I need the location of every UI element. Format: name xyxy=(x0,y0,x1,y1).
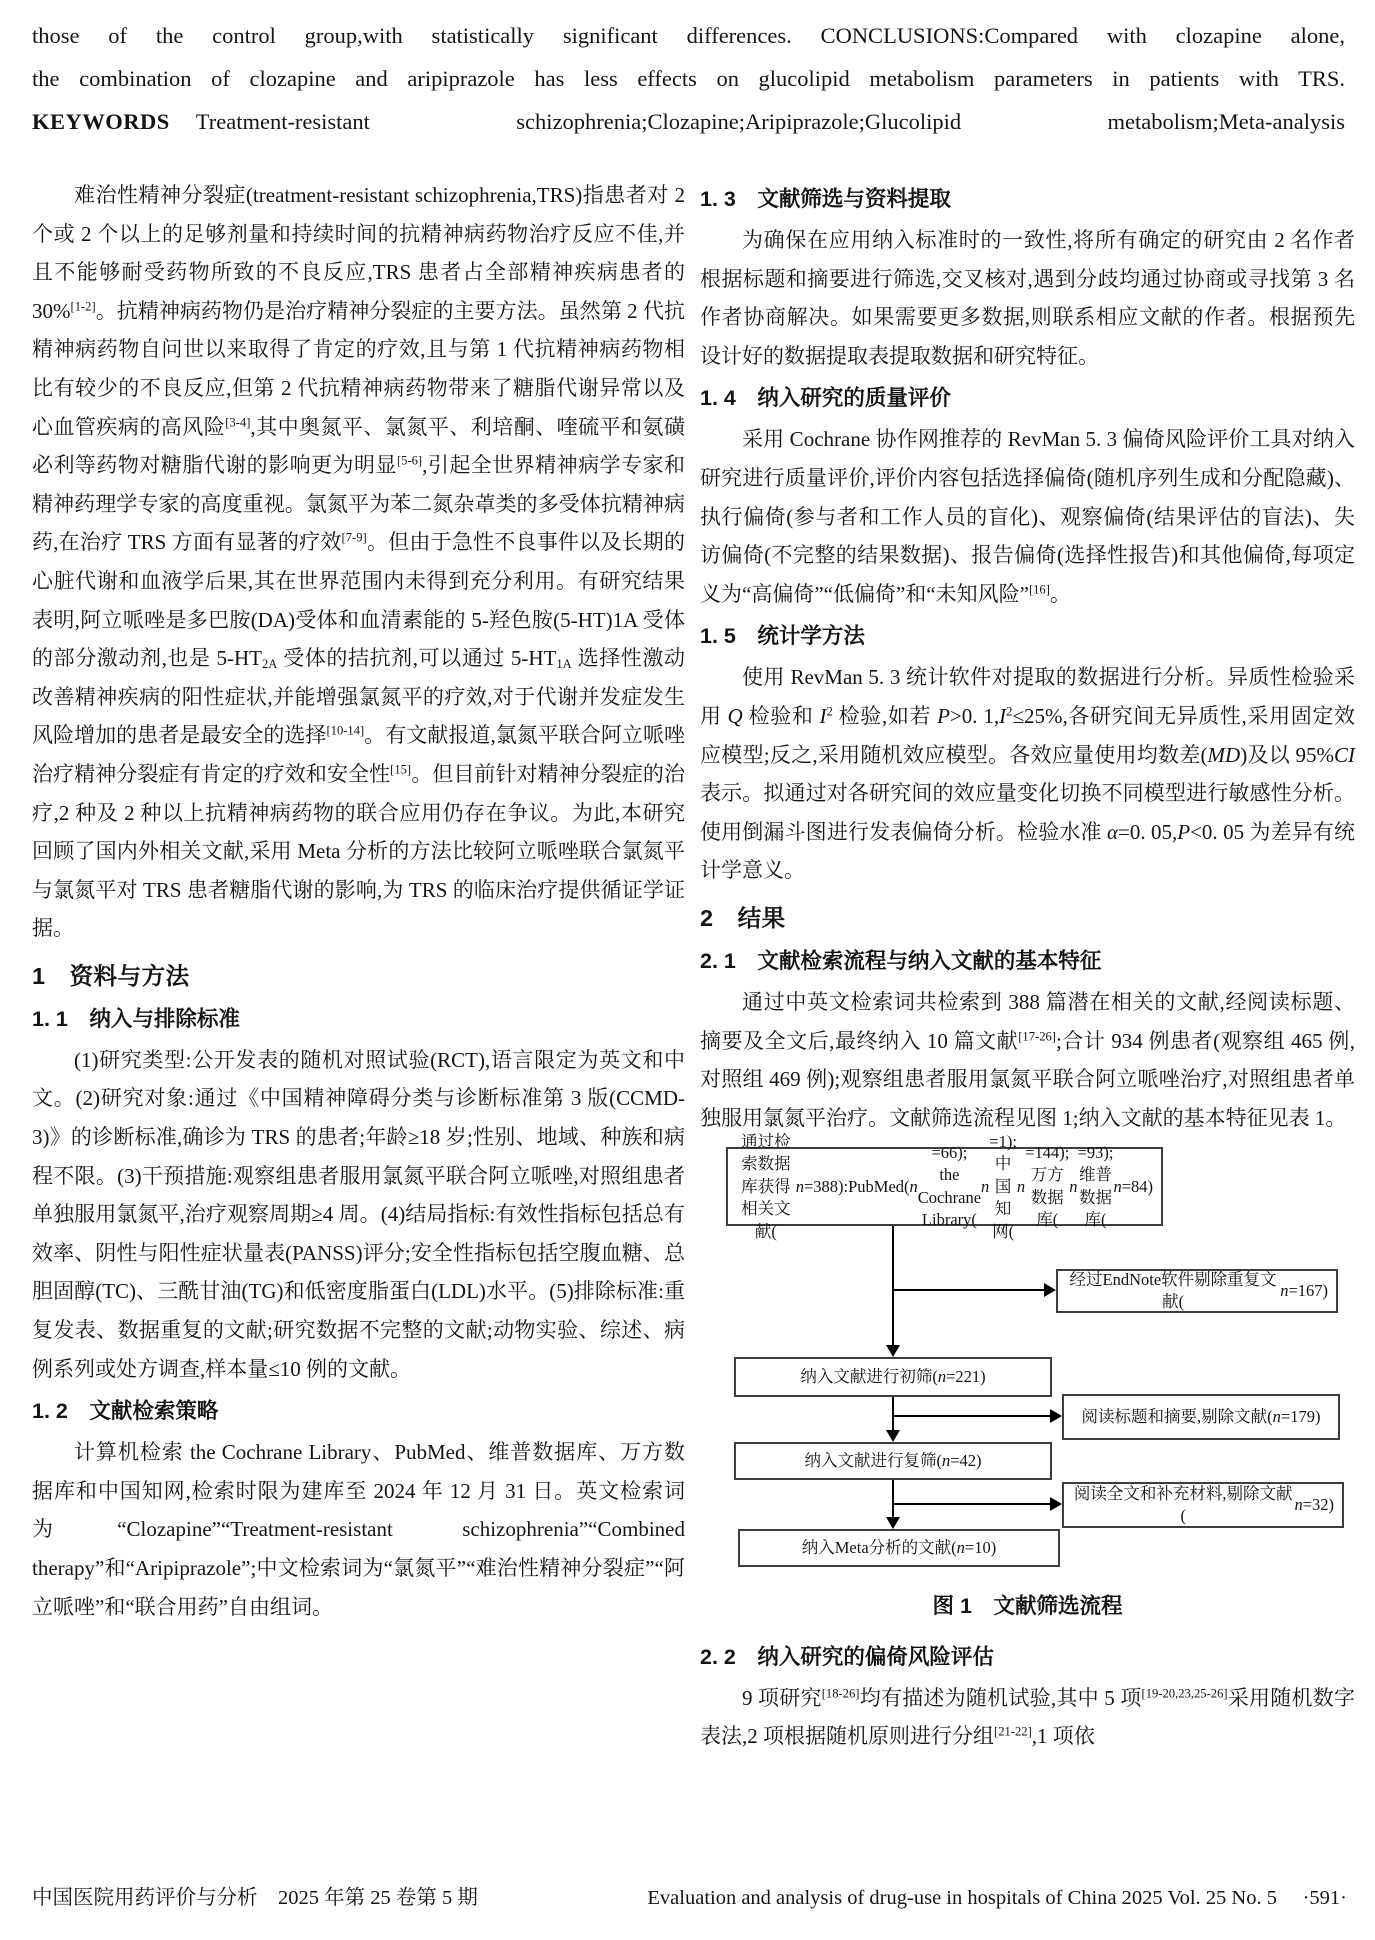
footer-journal-en: Evaluation and analysis of drug-use in hospitals of China 2025 Vol. 25 No. 5 ·591· xyxy=(647,1887,1347,1909)
section-1-3-paragraph: 为确保在应用纳入标准时的一致性,将所有确定的研究由 2 名作者根据标题和摘要进行筛选,交叉核对,遇到分歧均通过协商或寻找第 3 名作者协商解决。如果需要更多数据,则联系相应文献的作者。根据预先设计好的数据提取表提取数据和研究特征。 xyxy=(700,228,1355,368)
abstract-line: those of the control group,with statistically significant differences. CONCLUSIONS:Compared with clozapine alone, xyxy=(32,23,1345,48)
left-column xyxy=(32,176,685,1626)
section-1-5-paragraph: 使用 RevMan 5. 3 统计软件对提取的数据进行分析。异质性检验采用 Q 检验和 $I^2$ 检验,如若 P>0. $1,I^2\le 25\%$,各研究间无异质性,采用固定效应模型;反之,采用随机效应模型。各效应量使用均数差(MD)及以 95%CI 表示。拟通过对各研究间的效应量变化切换不同模型进行敏感性分析。使用倒漏斗图进行发表偏倚分析。检验水准 α=0. 05,P<0. 05 为差异有统计学意义。 xyxy=(700,665,1356,883)
section-1-1-title: 1. 1 纳入与排除标准 xyxy=(32,1006,240,1031)
arrow-down-icon xyxy=(886,1345,900,1357)
footer-journal-cn: 中国医院用药评价与分析 2025 年第 25 卷第 5 期 xyxy=(32,1887,478,1909)
arrow-line xyxy=(892,1397,894,1431)
section-1-3-title: 1. 3 文献筛选与资料提取 xyxy=(700,187,951,211)
section-2-2-title: 2. 2 纳入研究的偏倚风险评估 xyxy=(700,1644,994,1669)
flow-box-dedup: 经过EndNote软件剔除重复文献( n =167) xyxy=(1056,1269,1338,1313)
arrow-line xyxy=(892,1503,1050,1505)
arrow-line xyxy=(892,1480,894,1517)
figure-flowchart xyxy=(726,1131,1346,1571)
arrow-right-icon xyxy=(1044,1283,1056,1297)
arrow-line xyxy=(892,1226,894,1346)
abstract-tail xyxy=(32,14,1345,143)
keywords-label: KEYWORDS xyxy=(32,109,170,134)
section-1-5-title: 1. 5 统计学方法 xyxy=(700,624,865,649)
section-1-title: 1 资料与方法 xyxy=(32,962,190,989)
abstract-line: the combination of clozapine and aripiprazole has less effects on glucolipid metabolism parameters in patients with TRS. xyxy=(32,66,1345,91)
intro-paragraph: 难治性精神分裂症(treatment-resistant schizophrenia,TRS)指患者对 2 个或 2 个以上的足够剂量和持续时间的抗精神病药物治疗反应不佳,并且不能够耐受药物所致的不良反应,TRS 患者占全部精神疾病患者的 30%[1-2]。抗精神病药物仍是治疗精神分裂症的主要方法。虽然第 2 代抗精神病药物自问世以来取得了肯定的疗效,且与第 1 代抗精神病药物相比有较少的不良反应,但第 2 代抗精神病药物带来了糖脂代谢异常以及心血管疾病的高风险[3-4],其中奥氮平、氯氮平、利培酮、喹硫平和氨磺必利等药物对糖脂代谢的影响更为明显[5-6],引起全世界精神病学专家和精神药理学专家的高度重视。氯氮平为苯二氮杂䓬类的多受体抗精神病药,在治疗 TRS 方面有显著的疗效[7-9]。但由于急性不良事件以及长期的心脏代谢和血液学后果,其在世界范围内未得到充分利用。有研究结果表明,阿立哌唑是多巴胺(DA)受体和血清素能的 5-羟色胺(5-HT)1A 受体的部分激动剂,也是 $5-HT_{2A}$ 受体的拮抗剂,可以通过 $5-HT_{1A}$ 选择性激动改善精神疾病的阳性症状,并能增强氯氮平的疗效,对于代谢并发症发生风险增加的患者是最安全的选择[10-14]。有文献报道,氯氮平联合阿立哌唑治疗精神分裂症有肯定的疗效和安全性[15]。但目前针对精神分裂症的治疗,2 种及 2 种以上抗精神病药物的联合应用仍存在争议。为此,本研究回顾了国内外相关文献,采用 Meta 分析的方法比较阿立哌唑联合氯氮平与氯氮平对 TRS 患者糖脂代谢的影响,为 TRS 的临床治疗提供循证学证据。 xyxy=(32,183,686,941)
section-1-4-title: 1. 4 纳入研究的质量评价 xyxy=(700,386,951,411)
figure-caption: 图 1 文献筛选流程 xyxy=(932,1594,1123,1619)
arrow-down-icon xyxy=(886,1430,900,1442)
arrow-line xyxy=(892,1415,1050,1417)
right-column xyxy=(700,176,1355,1756)
section-1-2-title: 1. 2 文献检索策略 xyxy=(32,1399,219,1424)
arrow-line xyxy=(892,1289,1044,1291)
flow-box-search: 通过检索数据库获得相关文献( n =388):PubMed( n =66); the Cochrane Library( n =1);中国知网( n =144); 万方数据库( n =93);维普数据库( n =84) xyxy=(726,1147,1163,1226)
section-2-title: 2 结果 xyxy=(700,904,786,931)
flow-box-second-screen: 纳入文献进行复筛( n =42) xyxy=(734,1442,1052,1480)
section-1-4-paragraph: 采用 Cochrane 协作网推荐的 RevMan 5. 3 偏倚风险评价工具对纳入研究进行质量评价,评价内容包括选择偏倚(随机序列生成和分配隐藏)、执行偏倚(参与者和工作人员的盲化)、观察偏倚(结果评估的盲法)、失访偏倚(不完整的结果数据)、报告偏倚(选择性报告)和其他偏倚,每项定义为“高偏倚”“低偏倚”和“未知风险”[16]。 xyxy=(700,427,1355,606)
flow-box-meta: 纳入Meta分析的文献( n =10) xyxy=(738,1529,1060,1567)
keywords-line xyxy=(32,100,1345,143)
arrow-down-icon xyxy=(886,1517,900,1529)
section-2-1-title: 2. 1 文献检索流程与纳入文献的基本特征 xyxy=(700,948,1102,973)
arrow-right-icon xyxy=(1050,1409,1062,1423)
arrow-right-icon xyxy=(1050,1497,1062,1511)
section-2-2-paragraph: 9 项研究[18-26]均有描述为随机试验,其中 5 项[19-20,23,25-26]采用随机数字表法,2 项根据随机原则进行分组[21-22],1 项依 xyxy=(700,1685,1356,1749)
flow-box-fulltext: 阅读全文和补充材料,剔除文献( n =32) xyxy=(1062,1482,1344,1528)
keywords-text: Treatment-resistant schizophrenia;Clozapine;Aripiprazole;Glucolipid metabolism;Meta-analysis xyxy=(195,109,1345,134)
section-1-1-paragraph: (1)研究类型:公开发表的随机对照试验(RCT),语言限定为英文和中文。(2)研究对象:通过《中国精神障碍分类与诊断标准第 3 版(CCMD-3)》的诊断标准,确诊为 TRS 的患者;年龄≥18 岁;性别、地域、种族和病程不限。(3)干预措施:观察组患者服用氯氮平联合阿立哌唑,对照组患者单独服用氯氮平,治疗观察周期≥4 周。(4)结局指标:有效性指标包括总有效率、阴性与阳性症状量表(PANSS)评分;安全性指标包括空腹血糖、总胆固醇(TC)、三酰甘油(TG)和低密度脂蛋白(LDL)水平。(5)排除标准:重复发表、数据重复的文献;研究数据不完整的文献;动物实验、综述、病例系列或处方调查,样本量≤10 例的文献。 xyxy=(32,1047,685,1381)
page-footer xyxy=(32,1880,1347,1910)
flow-box-title-abstract: 阅读标题和摘要,剔除文献( n =179) xyxy=(1062,1394,1340,1440)
flow-box-initial-screen: 纳入文献进行初筛( n =221) xyxy=(734,1357,1052,1397)
section-1-2-paragraph: 计算机检索 the Cochrane Library、PubMed、维普数据库、万方数据库和中国知网,检索时限为建库至 2024 年 12 月 31 日。英文检索词为“Clozapine”“Treatment-resistant schizophrenia”“Combined therapy”和“Aripiprazole”;中文检索词为“氯氮平”“难治性精神分裂症”“阿立哌唑”和“联合用药”自由组词。 xyxy=(32,1440,685,1619)
section-2-1-paragraph: 通过中英文检索词共检索到 388 篇潜在相关的文献,经阅读标题、摘要及全文后,最终纳入 10 篇文献[17-26];合计 934 例患者(观察组 465 例,对照组 469 例);观察组患者服用氯氮平联合阿立哌唑治疗,对照组患者单独服用氯氮平治疗。文献筛选流程见图 1;纳入文献的基本特征见表 1。 xyxy=(700,989,1356,1130)
